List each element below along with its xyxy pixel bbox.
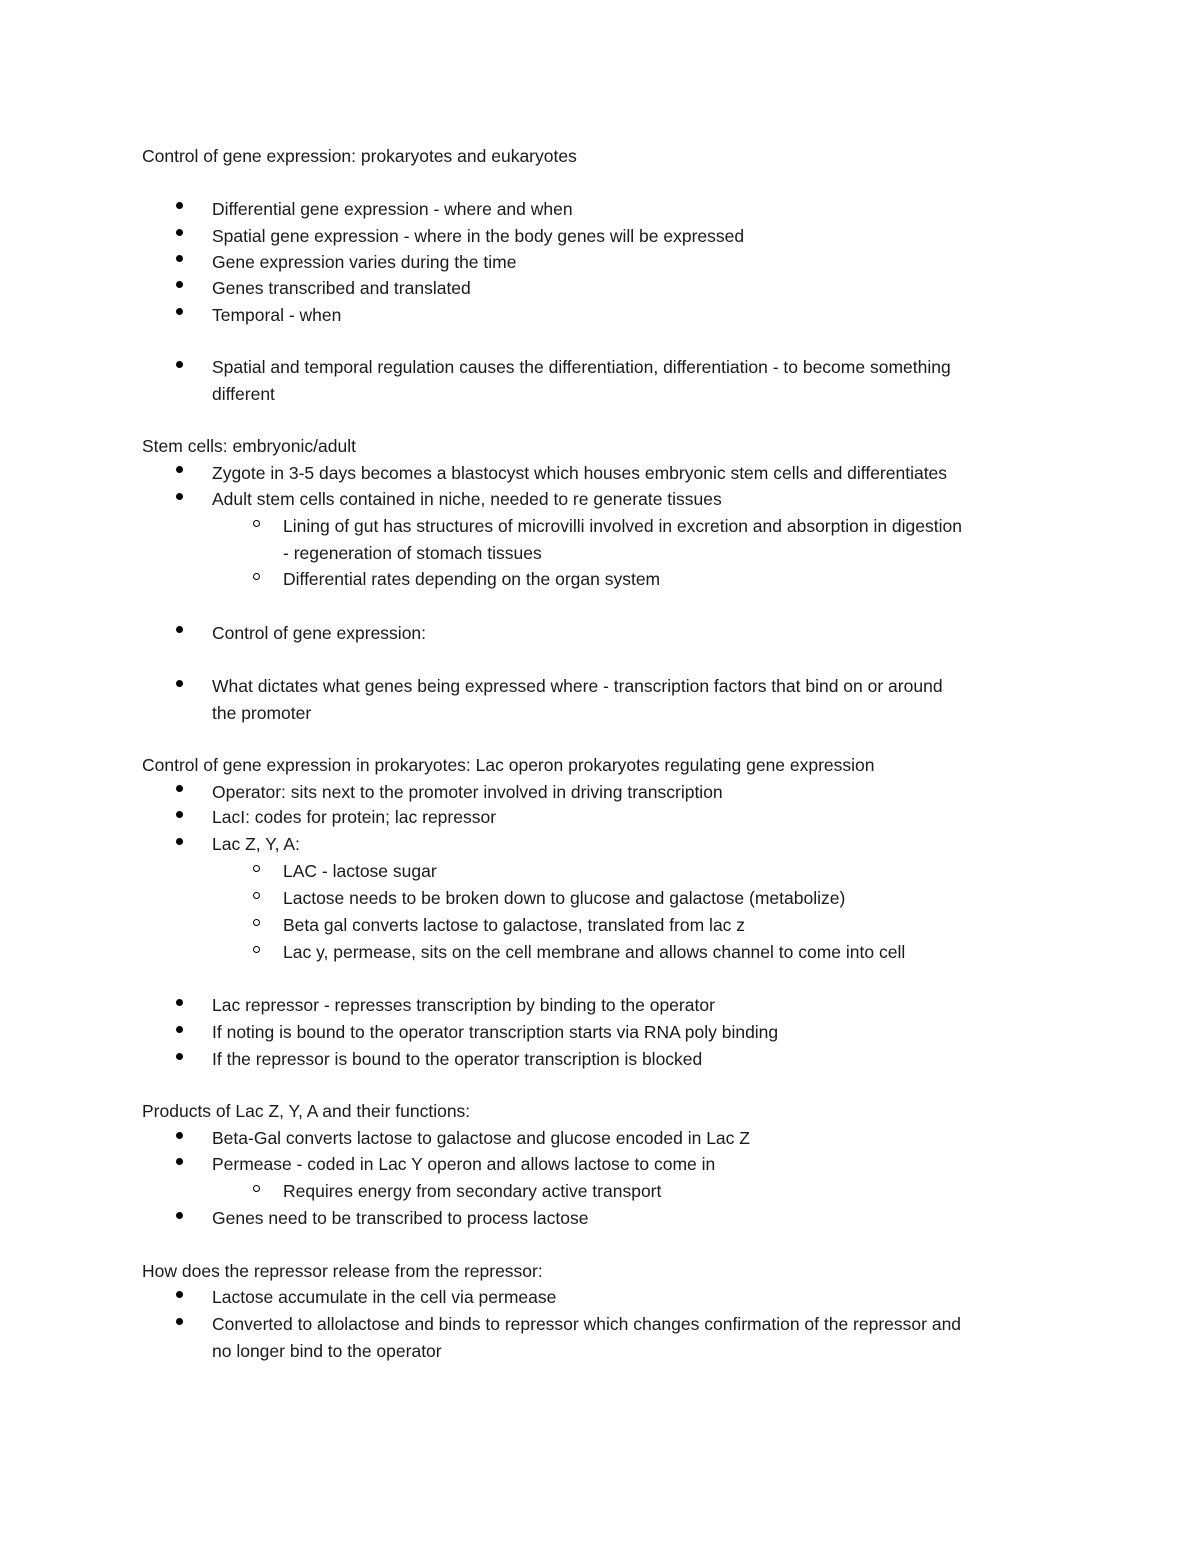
list-item: Converted to allolactose and binds to repressor which changes confirmation of the repressor and xyxy=(212,1314,962,1334)
list-item: Lactose needs to be broken down to glucose and galactose (metabolize) xyxy=(283,888,846,908)
bullet-icon xyxy=(176,255,183,262)
bullet-icon xyxy=(176,1318,183,1325)
list-item: If the repressor is bound to the operator transcription is blocked xyxy=(212,1049,703,1069)
bullet-icon xyxy=(176,308,183,315)
list-item: Gene expression varies during the time xyxy=(212,252,517,272)
bullet-icon xyxy=(176,281,183,288)
list-item-continuation: the promoter xyxy=(212,703,312,723)
sub-bullet-icon xyxy=(253,892,260,899)
list-item: Lining of gut has structures of microvilli involved in excretion and absorption in digestion xyxy=(283,516,962,536)
list-item: Beta-Gal converts lactose to galactose and glucose encoded in Lac Z xyxy=(212,1128,750,1148)
bullet-icon xyxy=(176,999,183,1006)
bullet-icon xyxy=(176,493,183,500)
list-item: Permease - coded in Lac Y operon and allows lactose to come in xyxy=(212,1154,716,1174)
list-item: Adult stem cells contained in niche, needed to re generate tissues xyxy=(212,489,722,509)
list-item: Lac y, permease, sits on the cell membrane and allows channel to come into cell xyxy=(283,942,906,962)
sub-bullet-icon xyxy=(253,946,260,953)
bullet-icon xyxy=(176,202,183,209)
list-item: What dictates what genes being expressed where - transcription factors that bind on or around xyxy=(212,676,943,696)
bullet-icon xyxy=(176,229,183,236)
bullet-icon xyxy=(176,1132,183,1139)
sub-bullet-icon xyxy=(253,919,260,926)
bullet-icon xyxy=(176,1212,183,1219)
list-item: Differential gene expression - where and when xyxy=(212,199,573,219)
list-item: If noting is bound to the operator transcription starts via RNA poly binding xyxy=(212,1022,779,1042)
list-item: Differential rates depending on the organ system xyxy=(283,569,661,589)
list-item: Operator: sits next to the promoter involved in driving transcription xyxy=(212,782,723,802)
bullet-icon xyxy=(176,1053,183,1060)
list-item: Lac repressor - represses transcription by binding to the operator xyxy=(212,995,715,1015)
bullet-icon xyxy=(176,466,183,473)
bullet-icon xyxy=(176,811,183,818)
list-item: Lactose accumulate in the cell via permease xyxy=(212,1287,557,1307)
bullet-icon xyxy=(176,785,183,792)
sub-bullet-icon xyxy=(253,520,260,527)
list-item: Spatial gene expression - where in the body genes will be expressed xyxy=(212,226,745,246)
sub-bullet-icon xyxy=(253,573,260,580)
section-heading: Control of gene expression in prokaryotes: Lac operon prokaryotes regulating gene expression xyxy=(142,755,875,775)
list-item-continuation: no longer bind to the operator xyxy=(212,1341,442,1361)
bullet-icon xyxy=(176,626,183,633)
sub-bullet-icon xyxy=(253,865,260,872)
list-item: LAC - lactose sugar xyxy=(283,861,437,881)
section-heading: Products of Lac Z, Y, A and their functions: xyxy=(142,1101,471,1121)
list-item: Spatial and temporal regulation causes the differentiation, differentiation - to become something xyxy=(212,357,951,377)
list-item: Temporal - when xyxy=(212,305,342,325)
list-item: Zygote in 3-5 days becomes a blastocyst which houses embryonic stem cells and differentiates xyxy=(212,463,948,483)
list-item-continuation: different xyxy=(212,384,275,404)
bullet-icon xyxy=(176,361,183,368)
bullet-icon xyxy=(176,1291,183,1298)
bullet-icon xyxy=(176,1158,183,1165)
bullet-icon xyxy=(176,1026,183,1033)
list-item: LacI: codes for protein; lac repressor xyxy=(212,807,497,827)
list-item: Genes transcribed and translated xyxy=(212,278,471,298)
list-item-continuation: - regeneration of stomach tissues xyxy=(283,543,542,563)
list-item: Beta gal converts lactose to galactose, translated from lac z xyxy=(283,915,746,935)
list-item: Genes need to be transcribed to process lactose xyxy=(212,1208,589,1228)
bullet-icon xyxy=(176,838,183,845)
bullet-icon xyxy=(176,680,183,687)
list-item: Requires energy from secondary active transport xyxy=(283,1181,662,1201)
list-item: Control of gene expression: xyxy=(212,623,427,643)
list-item: Lac Z, Y, A: xyxy=(212,834,300,854)
section-heading: How does the repressor release from the repressor: xyxy=(142,1261,543,1281)
section-heading: Control of gene expression: prokaryotes and eukaryotes xyxy=(142,146,577,166)
sub-bullet-icon xyxy=(253,1185,260,1192)
section-heading: Stem cells: embryonic/adult xyxy=(142,436,356,456)
